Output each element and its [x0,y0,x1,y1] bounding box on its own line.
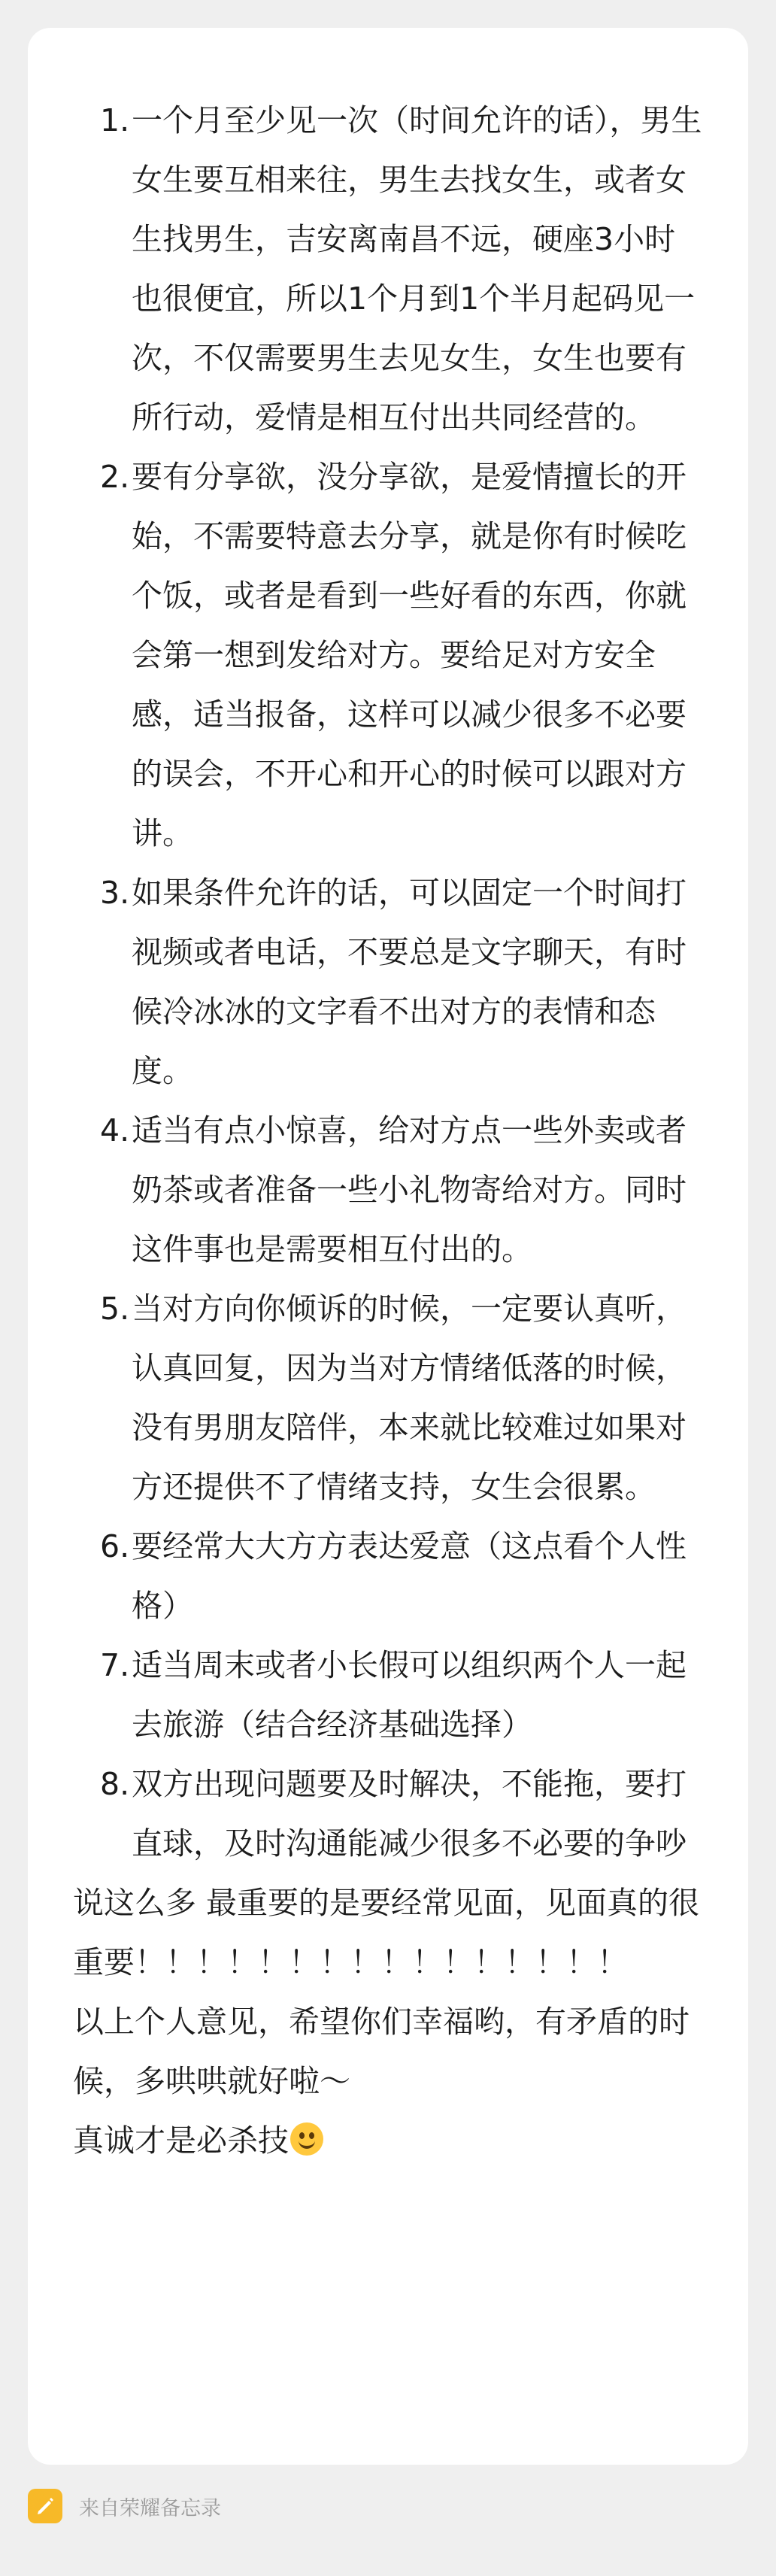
memo-note-card [28,28,748,2465]
closing-paragraph: 说这么多 最重要的是要经常见面，见面真的很重要！！！！！！！！！！！！！！！！ [73,1885,700,1980]
list-item-text: 当对方向你倾诉的时候，一定要认真听，认真回复，因为当对方情绪低落的时候，没有男朋友陪伴，本来就比较难过如果对方还提供不了情绪支持，女生会很累。 [132,1291,687,1505]
wishes-paragraph: 以上个人意见，希望你们幸福哟，有矛盾的时候，多哄哄就好啦～ [73,2004,690,2099]
list-item-number: 6. [100,1528,130,1564]
list-item-text: 适当有点小惊喜，给对方点一些外卖或者奶茶或者准备一些小礼物寄给对方。同时这件事也是需要相互付出的。 [132,1112,687,1267]
list-item-text: 如果条件允许的话，可以固定一个时间打视频或者电话，不要总是文字聊天，有时候冷冰冰的文字看不出对方的表情和态度。 [132,875,687,1089]
list-item-number: 7. [100,1647,130,1683]
list-item [100,1755,703,1874]
final-line-text: 真诚才是必杀技 [73,2122,289,2159]
memo-pencil-icon [28,2489,62,2523]
list-item-number: 5. [100,1291,130,1327]
list-item-number: 1. [100,102,130,138]
list-item-text: 要有分享欲，没分享欲，是爱情擅长的开始，不需要特意去分享，就是你有时候吃个饭，或者是看到一些好看的东西，你就会第一想到发给对方。要给足对方安全感，适当报备，这样可以减少很多不必要的误会，不开心和开心的时候可以跟对方讲。 [132,459,687,851]
list-item [100,1636,703,1755]
smiling-face-emoji-icon [290,2122,323,2156]
list-item [100,1101,703,1279]
list-item-text: 双方出现问题要及时解决，不能拖，要打直球，及时沟通能减少很多不必要的争吵 [132,1766,687,1861]
list-item [100,1517,703,1636]
source-label: 来自荣耀备忘录 [79,2496,221,2520]
list-item [100,448,703,863]
list-item-number: 4. [100,1112,130,1148]
list-item [100,1279,703,1517]
list-item-text: 一个月至少见一次（时间允许的话），男生女生要互相来往，男生去找女生，或者女生找男生，吉安离南昌不远，硬座3小时也很便宜，所以1个月到1个半月起码见一次，不仅需要男生去见女生，女生也要有所行动，爱情是相互付出共同经营的。 [132,102,702,435]
list-item-text: 适当周末或者小长假可以组织两个人一起去旅游（结合经济基础选择） [132,1647,687,1743]
list-item-number: 2. [100,459,130,495]
list-item-number: 3. [100,875,130,911]
list-item [100,863,703,1101]
list-item [100,91,703,448]
source-footer [28,2483,221,2529]
final-line [73,2111,703,2171]
list-item-number: 8. [100,1766,130,1802]
list-item-text: 要经常大大方方表达爱意（这点看个人性格） [132,1528,687,1624]
numbered-list [73,91,703,1874]
